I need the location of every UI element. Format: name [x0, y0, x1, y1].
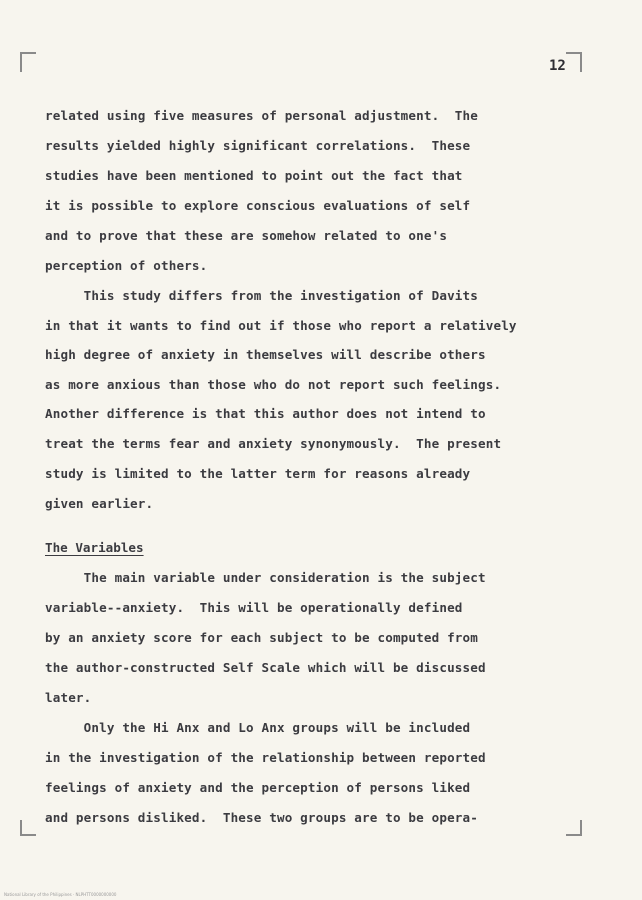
archive-footer: National Library of the Philippines · NLPHTT0000000000 — [4, 892, 117, 897]
text-line: Only the Hi Anx and Lo Anx groups will be included — [45, 720, 471, 735]
text-line: given earlier. — [45, 496, 154, 511]
crop-mark-bottom-right — [566, 820, 582, 836]
text-line: related using five measures of personal adjustment. The — [45, 108, 478, 123]
section-heading: The Variables — [45, 540, 144, 555]
text-line: in the investigation of the relationship between reported — [45, 750, 486, 765]
text-line: and to prove that these are somehow related to one's — [45, 228, 448, 243]
text-line: treat the terms fear and anxiety synonymously. The present — [45, 436, 502, 451]
text-line: study is limited to the latter term for reasons already — [45, 466, 471, 481]
text-line: This study differs from the investigation of Davits — [45, 288, 478, 303]
text-line: as more anxious than those who do not report such feelings. — [45, 377, 502, 392]
text-line: the author-constructed Self Scale which will be discussed — [45, 660, 486, 675]
text-line: by an anxiety score for each subject to be computed from — [45, 630, 478, 645]
text-line: and persons disliked. These two groups are to be opera- — [45, 810, 478, 825]
page-number: 12 — [549, 58, 566, 74]
text-line: results yielded highly significant correlations. These — [45, 138, 471, 153]
crop-mark-bottom-left — [20, 820, 36, 836]
crop-mark-top-right — [566, 52, 582, 72]
text-line: feelings of anxiety and the perception of persons liked — [45, 780, 471, 795]
text-line: variable--anxiety. This will be operationally defined — [45, 600, 463, 615]
crop-mark-top-left — [20, 52, 36, 72]
text-line: later. — [45, 690, 92, 705]
text-line: Another difference is that this author does not intend to — [45, 406, 486, 421]
text-line: perception of others. — [45, 258, 208, 273]
text-line: in that it wants to find out if those who report a relatively — [45, 318, 517, 333]
text-line: studies have been mentioned to point out the fact that — [45, 168, 463, 183]
text-line: The main variable under consideration is the subject — [45, 570, 486, 585]
text-line: high degree of anxiety in themselves will describe others — [45, 347, 486, 362]
text-line: it is possible to explore conscious evaluations of self — [45, 198, 471, 213]
